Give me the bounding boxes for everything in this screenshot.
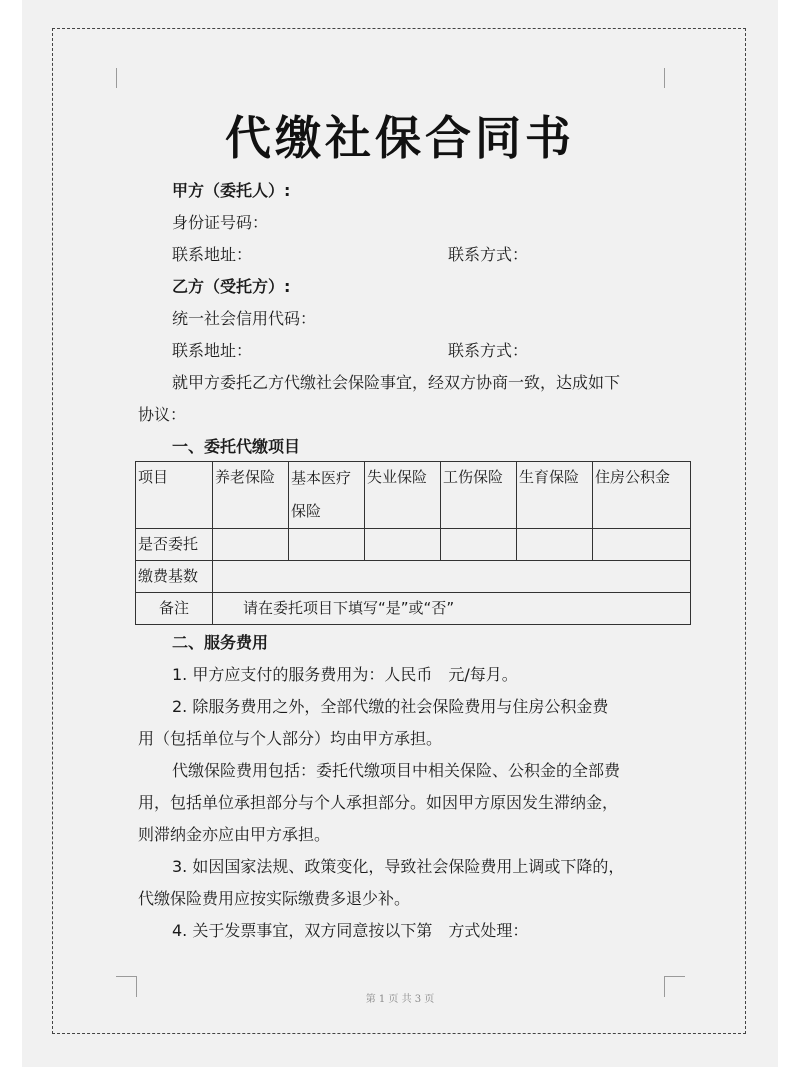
row-label: 备注 xyxy=(136,593,213,625)
table-header-cell: 基本医疗保险 xyxy=(289,462,365,529)
intro-line-1: 就甲方委托乙方代缴社会保险事宜，经双方协商一致，达成如下 xyxy=(172,373,621,392)
section-1-heading: 一、委托代缴项目 xyxy=(172,437,301,456)
table-row-base xyxy=(136,561,691,593)
row-label: 缴费基数 xyxy=(136,561,213,593)
fee-paragraph-5: 4. 关于发票事宜，双方同意按以下第 方式处理： xyxy=(172,921,529,940)
party-b-address-label: 联系地址： xyxy=(172,341,253,360)
fee-paragraph-3-line-3: 则滞纳金亦应由甲方承担。 xyxy=(138,825,331,844)
margin-mark-top-left xyxy=(116,68,137,88)
fee-paragraph-2-line-2: 用（包括单位与个人部分）均由甲方承担。 xyxy=(138,729,443,748)
table-cell[interactable] xyxy=(365,529,441,561)
table-row-note xyxy=(136,593,691,625)
table-cell[interactable] xyxy=(441,529,517,561)
table-cell[interactable] xyxy=(289,529,365,561)
table-header-cell: 失业保险 xyxy=(365,462,441,529)
table-header-cell: 生育保险 xyxy=(517,462,593,529)
table-header-cell: 项目 xyxy=(136,462,213,529)
section-2-heading: 二、服务费用 xyxy=(172,633,269,652)
fee-paragraph-3-line-2: 用，包括单位承担部分与个人承担部分。如因甲方原因发生滞纳金， xyxy=(138,793,619,812)
party-a-heading: 甲方（委托人）: xyxy=(172,181,291,200)
party-a-id-label: 身份证号码： xyxy=(172,213,269,232)
table-header-cell: 养老保险 xyxy=(213,462,289,529)
table-row-entrust xyxy=(136,529,691,561)
fee-paragraph-4-line-1: 3. 如因国家法规、政策变化，导致社会保险费用上调或下降的， xyxy=(172,857,625,876)
intro-line-2: 协议： xyxy=(138,405,187,424)
table-cell[interactable] xyxy=(593,529,691,561)
margin-mark-top-right xyxy=(644,68,665,88)
row-label: 是否委托 xyxy=(136,529,213,561)
table-header-cell: 工伤保险 xyxy=(441,462,517,529)
fee-paragraph-1: 1. 甲方应支付的服务费用为：人民币 元/每月。 xyxy=(172,665,518,684)
document-title: 代缴社保合同书 xyxy=(225,111,575,165)
entrusted-items-table xyxy=(135,461,691,625)
fee-paragraph-2-line-1: 2. 除服务费用之外，全部代缴的社会保险费用与住房公积金费 xyxy=(172,697,609,716)
note-text: 请在委托项目下填写“是”或“否” xyxy=(213,593,691,625)
fee-paragraph-3-line-1: 代缴保险费用包括：委托代缴项目中相关保险、公积金的全部费 xyxy=(172,761,621,780)
party-b-credit-code-label: 统一社会信用代码： xyxy=(172,309,317,328)
party-a-address-label: 联系地址： xyxy=(172,245,253,264)
table-cell[interactable] xyxy=(213,529,289,561)
party-b-heading: 乙方（受托方）: xyxy=(172,277,291,296)
fee-paragraph-4-line-2: 代缴保险费用应按实际缴费多退少补。 xyxy=(138,889,411,908)
table-cell[interactable] xyxy=(213,561,691,593)
table-header-cell: 住房公积金 xyxy=(593,462,691,529)
party-b-contact-label: 联系方式： xyxy=(448,341,529,360)
table-header-row xyxy=(136,462,691,529)
page-number: 第 1 页 共 3 页 xyxy=(365,994,435,1005)
party-a-contact-label: 联系方式： xyxy=(448,245,529,264)
table-cell[interactable] xyxy=(517,529,593,561)
